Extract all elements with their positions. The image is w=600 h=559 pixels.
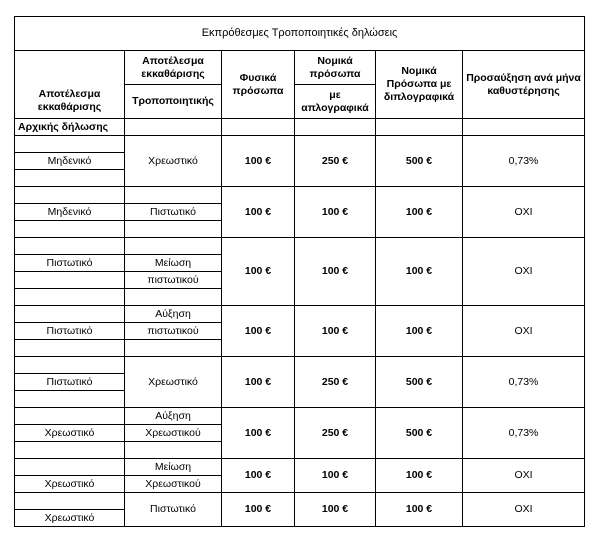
row-5-single: 250 € (295, 357, 376, 408)
row-4-double: 100 € (376, 306, 463, 357)
row-6-initial: Χρεωστικό (15, 425, 125, 442)
row-8-amending: Πιστωτικό (125, 493, 222, 527)
row-8-surcharge: ΟΧΙ (463, 493, 585, 527)
row-1-initial: Μηδενικό (15, 153, 125, 170)
row-8-initial: Χρεωστικό (15, 510, 125, 527)
row-3-double: 100 € (376, 238, 463, 306)
row-5-surcharge: 0,73% (463, 357, 585, 408)
row-7-double: 100 € (376, 459, 463, 493)
row-6-single: 250 € (295, 408, 376, 459)
row-1-amending: Χρεωστικό (125, 136, 222, 187)
row-7-single: 100 € (295, 459, 376, 493)
header-blank (15, 51, 125, 85)
row-4-initial: Πιστωτικό (15, 323, 125, 340)
row-5-initial: Πιστωτικό (15, 374, 125, 391)
header-single-entry: με απλογραφικά (295, 85, 376, 119)
row-4-single: 100 € (295, 306, 376, 357)
header-legal-persons: Νομικά πρόσωπα (295, 51, 376, 85)
row-6-natural: 100 € (222, 408, 295, 459)
header-result-top: Αποτέλεσμα εκκαθάρισης (125, 51, 222, 85)
row-2-surcharge: ΟΧΙ (463, 187, 585, 238)
header-result-amending: Τροποποιητικής (125, 85, 222, 119)
row-2-natural: 100 € (222, 187, 295, 238)
table-title: Εκπρόθεσμες Τροποποιητικές δηλώσεις (15, 17, 585, 51)
row-6-surcharge: 0,73% (463, 408, 585, 459)
header-result-initial: Αποτέλεσμα εκκαθάρισης (15, 85, 125, 119)
row-7-natural: 100 € (222, 459, 295, 493)
late-amending-declarations-sheet (14, 16, 584, 527)
row-4-natural: 100 € (222, 306, 295, 357)
row-7-initial: Χρεωστικό (15, 476, 125, 493)
row-3-amending-b: πιστωτικού (125, 272, 222, 289)
row-6-amending-b: Χρεωστικού (125, 425, 222, 442)
row-2-amending: Πιστωτικό (125, 204, 222, 221)
row-6-double: 500 € (376, 408, 463, 459)
header-surcharge: Προσαύξηση ανά μήνα καθυστέρησης (463, 51, 585, 119)
row-2-initial: Μηδενικό (15, 204, 125, 221)
row-3-amending-a: Μείωση (125, 255, 222, 272)
row-7-amending-a: Μείωση (125, 459, 222, 476)
row-6-amending-a: Αύξηση (125, 408, 222, 425)
row-2-single: 100 € (295, 187, 376, 238)
row-5-natural: 100 € (222, 357, 295, 408)
row-4-surcharge: ΟΧΙ (463, 306, 585, 357)
row-8-single: 100 € (295, 493, 376, 527)
header-legal-double-entry: Νομικά Πρόσωπα με διπλογραφικά (376, 51, 463, 119)
row-8-natural: 100 € (222, 493, 295, 527)
row-4-amending-b: πιστωτικού (125, 323, 222, 340)
row-5-double: 500 € (376, 357, 463, 408)
header-initial-declaration: Αρχικής δήλωσης (15, 119, 125, 136)
row-2-double: 100 € (376, 187, 463, 238)
row-3-initial: Πιστωτικό (15, 255, 125, 272)
row-1-natural: 100 € (222, 136, 295, 187)
row-1-surcharge: 0,73% (463, 136, 585, 187)
row-1-double: 500 € (376, 136, 463, 187)
row-8-double: 100 € (376, 493, 463, 527)
row-3-surcharge: ΟΧΙ (463, 238, 585, 306)
row-7-surcharge: ΟΧΙ (463, 459, 585, 493)
row-1-single: 250 € (295, 136, 376, 187)
row-7-amending-b: Χρεωστικού (125, 476, 222, 493)
header-natural-persons: Φυσικά πρόσωπα (222, 51, 295, 119)
row-3-single: 100 € (295, 238, 376, 306)
row-3-natural: 100 € (222, 238, 295, 306)
row-4-amending-a: Αύξηση (125, 306, 222, 323)
row-5-amending: Χρεωστικό (125, 357, 222, 408)
declarations-table (14, 16, 585, 527)
